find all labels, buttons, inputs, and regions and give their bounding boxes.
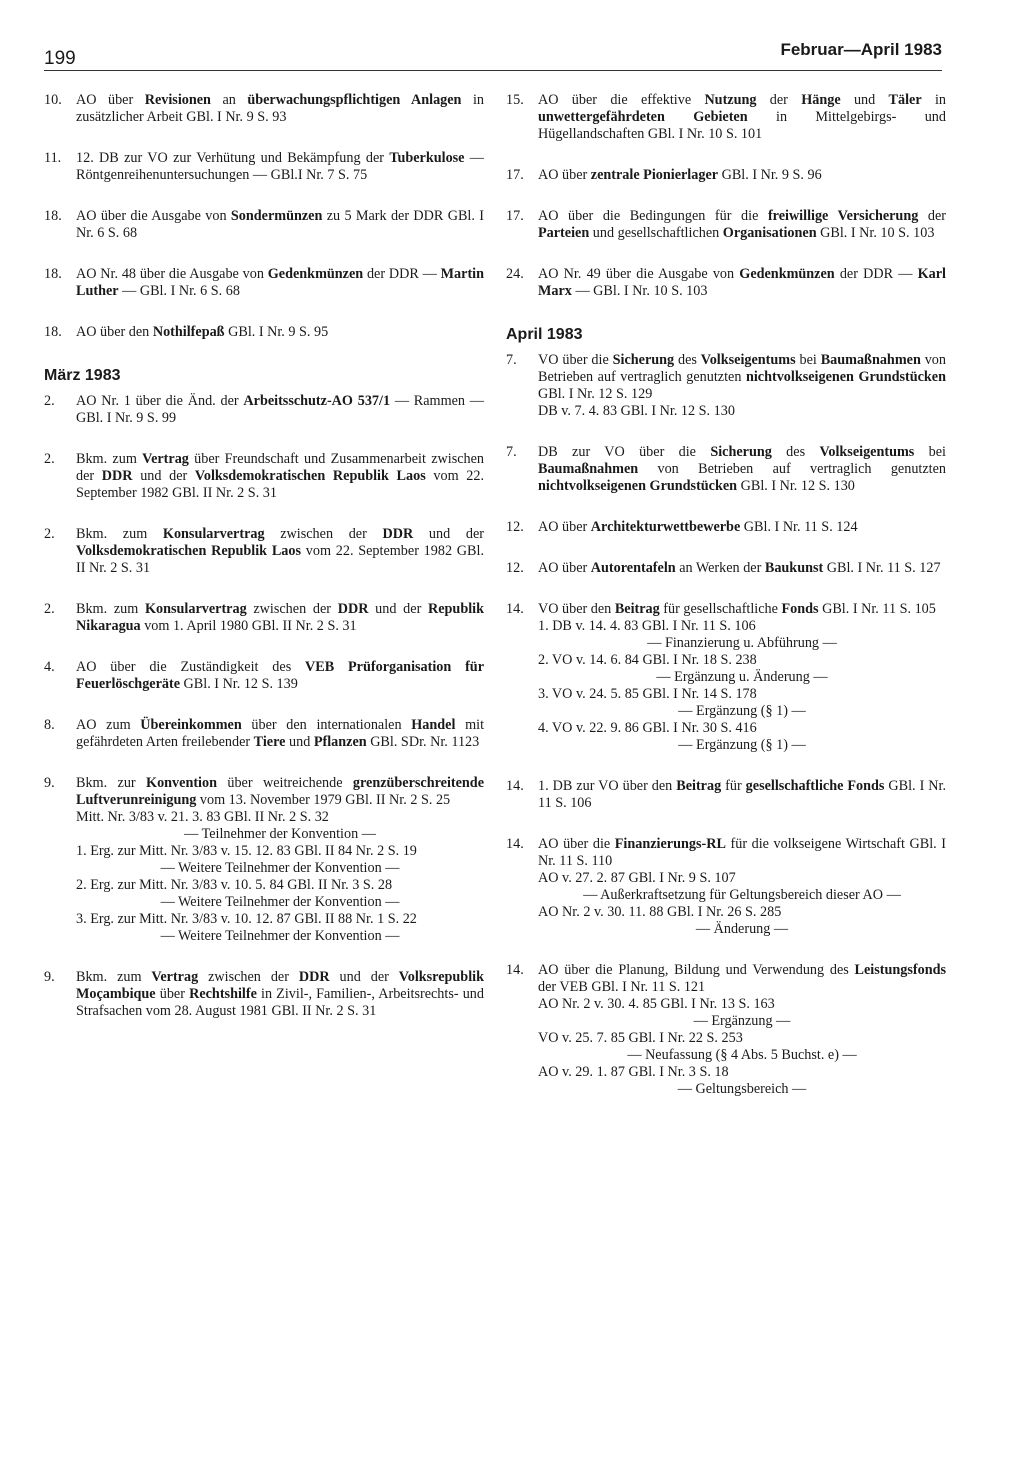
entry-keyword: Volksrepublik Moçambique	[76, 969, 484, 1002]
entry-spacer	[44, 126, 484, 150]
entry-text-part: zu 5 Mark der DDR GBl. I Nr. 6 S. 68	[76, 208, 484, 241]
entry-keyword: Republik Nikaragua	[76, 601, 484, 634]
entry	[44, 717, 484, 751]
entry-number: 11.	[44, 150, 62, 166]
entry-text-part: über	[155, 986, 190, 1002]
entry-spacer	[506, 184, 946, 208]
entry-text-part: AO über die effektive	[538, 92, 705, 108]
entry-keyword: Hänge	[801, 92, 841, 108]
entry	[44, 659, 484, 693]
entry	[44, 393, 484, 427]
entry-text-part: vom 22. September 1982 GBl. II Nr. 2 S. 31	[76, 468, 484, 501]
entry-reference-line: 3. Erg. zur Mitt. Nr. 3/83 v. 10. 12. 87 GBl. II 88 Nr. 1 S. 22	[76, 911, 417, 927]
entry-text	[538, 962, 946, 1098]
entry-text	[76, 324, 484, 341]
entry-text	[76, 150, 484, 184]
entry-keyword: Volksdemokratischen Republik Laos	[76, 543, 302, 559]
entry-text-part: 1. DB zur VO über den	[538, 778, 677, 794]
entry-number: 18.	[44, 266, 62, 282]
entry-keyword: Vertrag	[151, 969, 199, 985]
entry-text-part: zwischen der	[246, 601, 338, 617]
entry-number: 12.	[506, 560, 524, 576]
entry-spacer	[44, 242, 484, 266]
entry-text	[538, 519, 946, 536]
entry-reference-line: DB v. 7. 4. 83 GBl. I Nr. 12 S. 130	[538, 403, 735, 419]
entry-text-part: GBl. I Nr. 12 S. 129	[538, 386, 653, 402]
entry-subnote: — Ergänzung —	[693, 1013, 791, 1029]
entry-text	[538, 352, 946, 420]
entry-keyword: Handel	[411, 717, 456, 733]
entry-keyword: nichtvolkseigenen Grundstücken	[538, 478, 738, 494]
entry-keyword: Architekturwettbewerbe	[590, 519, 741, 535]
entry	[506, 962, 946, 1098]
entry-keyword: Gedenkmünzen	[267, 266, 364, 282]
entry-text	[76, 601, 484, 635]
entry-subnote: — Ergänzung u. Änderung —	[656, 669, 828, 685]
entry-text-part: — GBl. I Nr. 10 S. 103	[571, 283, 708, 299]
entry-number: 7.	[506, 444, 517, 460]
entry-text	[538, 167, 946, 184]
entry-text	[538, 266, 946, 300]
entry-text-part: — GBl. I Nr. 6 S. 68	[118, 283, 240, 299]
entry-spacer	[506, 242, 946, 266]
entry-keyword: DDR	[101, 468, 133, 484]
entry-reference-line: 2. VO v. 14. 6. 84 GBl. I Nr. 18 S. 238	[538, 652, 757, 668]
entry-text-part: und gesellschaftlichen	[589, 225, 723, 241]
entry-text-part: AO Nr. 1 über die Änd. der	[76, 393, 244, 409]
entry-keyword: Volksdemokratischen Republik Laos	[194, 468, 426, 484]
entry-text-part: der	[756, 92, 802, 108]
entry-text-part: in	[921, 92, 946, 108]
entry-keyword: Gedenkmünzen	[739, 266, 835, 282]
entry-text-part: AO über	[538, 519, 591, 535]
entry-text-part: zwischen der	[198, 969, 299, 985]
entry-text-part: bei	[795, 352, 821, 368]
entry	[506, 560, 946, 577]
entry-text-part: an	[210, 92, 248, 108]
entry	[506, 92, 946, 143]
entry-keyword: Martin Luther	[76, 266, 484, 299]
entry-subnote: — Ergänzung (§ 1) —	[678, 737, 806, 753]
entry-keyword: Vertrag	[142, 451, 189, 467]
entry-text-part: in Mittelgebirgs- und Hügellandschaften GBl. I Nr. 10 S. 101	[538, 109, 946, 142]
entry-text-part: in Zivil-, Familien-, Arbeitsrechts- und Strafsachen vom 28. August 1981 GBl. II Nr. 2 S. 31	[76, 986, 484, 1019]
entry-text-part: AO über die Zuständigkeit des	[76, 659, 306, 675]
entry	[506, 836, 946, 938]
entry-number: 2.	[44, 526, 55, 542]
entry-number: 12.	[506, 519, 524, 535]
entry-keyword: DDR	[337, 601, 369, 617]
entry-text-part: AO über	[538, 560, 591, 576]
entry-text-part: und der	[329, 969, 399, 985]
entry-text-part: Bkm. zum	[76, 969, 152, 985]
entry-keyword: Täler	[888, 92, 922, 108]
entry-text-part: und der	[132, 468, 195, 484]
entry-text	[538, 601, 946, 754]
page-number: 199	[44, 48, 76, 69]
entry-text-part: AO über die Bedingungen für die	[538, 208, 768, 224]
entry-text-part: AO zum	[76, 717, 141, 733]
entry-keyword: Beitrag	[676, 778, 722, 794]
entry-number: 14.	[506, 778, 524, 794]
entry-text-part: und der	[368, 601, 428, 617]
entry-number: 14.	[506, 601, 524, 617]
entry-spacer	[44, 184, 484, 208]
entry-text-part: vom 22. September 1982 GBl. II Nr. 2 S. 31	[76, 543, 484, 576]
entry-keyword: Beitrag	[614, 601, 660, 617]
entry-keyword: Pflanzen	[313, 734, 367, 750]
entry-number: 9.	[44, 775, 55, 791]
entry-keyword: zentrale Pionierlager	[590, 167, 719, 183]
entry-number: 10.	[44, 92, 62, 108]
entry-number: 24.	[506, 266, 524, 282]
entry-text	[538, 836, 946, 938]
entry-text-part: VO über den	[538, 601, 615, 617]
entry	[506, 444, 946, 495]
entry-keyword: Übereinkommen	[140, 717, 242, 733]
entry-spacer	[44, 693, 484, 717]
entry-number: 15.	[506, 92, 524, 108]
entry-reference-line: 1. Erg. zur Mitt. Nr. 3/83 v. 15. 12. 83 GBl. II 84 Nr. 2 S. 19	[76, 843, 417, 859]
entry-number: 17.	[506, 208, 524, 224]
entry-text-part: AO über den	[76, 324, 153, 340]
entry-text-part: und der	[413, 526, 484, 542]
entry	[44, 601, 484, 635]
entry-text	[538, 208, 946, 242]
entry-reference-line: 1. DB v. 14. 4. 83 GBl. I Nr. 11 S. 106	[538, 618, 756, 634]
entry-text-part: des	[771, 444, 820, 460]
entry	[506, 266, 946, 300]
entry-reference-line: AO v. 29. 1. 87 GBl. I Nr. 3 S. 18	[538, 1064, 729, 1080]
entry-text-part: an Werken der	[675, 560, 765, 576]
entry-keyword: Tuberkulose	[389, 150, 465, 166]
entry-text-part: AO Nr. 48 über die Ausgabe von	[76, 266, 268, 282]
entry-text-part: der	[918, 208, 946, 224]
entry-keyword: grenzüberschreitende Luftverunreinigung	[76, 775, 484, 808]
entry-subnote: — Neufassung (§ 4 Abs. 5 Buchst. e) —	[627, 1047, 857, 1063]
entry-reference-line: VO v. 25. 7. 85 GBl. I Nr. 22 S. 253	[538, 1030, 743, 1046]
entry-text	[76, 208, 484, 242]
entry-text	[76, 451, 484, 502]
entry-text	[76, 526, 484, 577]
entry-text-part: — Röntgenreihenuntersuchungen — GBl.I Nr. 7 S. 75	[76, 150, 484, 183]
entry-text-part: GBl. I Nr. 11 S. 105	[818, 601, 936, 617]
entry-spacer	[506, 495, 946, 519]
entry-keyword: Tiere	[253, 734, 286, 750]
entry-text-part: der DDR —	[834, 266, 918, 282]
entry	[506, 352, 946, 420]
entry-text-part: — Rammen — GBl. I Nr. 9 S. 99	[76, 393, 484, 426]
entry-text-part: über Freundschaft und Zusammenarbeit zwischen der	[76, 451, 484, 484]
entry-text-part: bei	[914, 444, 946, 460]
header-rule	[44, 70, 942, 71]
entry-number: 2.	[44, 451, 55, 467]
right-column	[506, 92, 946, 1098]
entry	[44, 92, 484, 126]
entry-text-part: der DDR —	[363, 266, 441, 282]
entry	[44, 969, 484, 1020]
entry-spacer	[44, 427, 484, 451]
section-heading-maerz: März 1983	[44, 367, 121, 384]
entry-keyword: Rechtshilfe	[189, 986, 257, 1002]
entry-spacer	[44, 635, 484, 659]
entry-text	[76, 266, 484, 300]
entry-keyword: Revisionen	[144, 92, 211, 108]
entry-text-part: GBl. I Nr. 11 S. 124	[740, 519, 858, 535]
entry-keyword: Baumaßnahmen	[820, 352, 921, 368]
entry-keyword: Finanzierungs-RL	[614, 836, 726, 852]
entry	[506, 778, 946, 812]
entry-spacer	[44, 577, 484, 601]
entry	[506, 208, 946, 242]
entry-spacer	[44, 502, 484, 526]
entry-keyword: Volkseigentums	[819, 444, 915, 460]
entry-subnote: — Weitere Teilnehmer der Konvention —	[160, 928, 400, 944]
entry-number: 17.	[506, 167, 524, 183]
entry-subnote: — Teilnehmer der Konvention —	[184, 826, 376, 842]
entry-text	[76, 717, 484, 751]
entry-keyword: Sicherung	[612, 352, 675, 368]
entry-keyword: nichtvolkseigenen Grundstücken	[745, 369, 946, 385]
entry-text	[76, 393, 484, 427]
entry-text	[538, 444, 946, 495]
entry-keyword: Konsularvertrag	[162, 526, 265, 542]
entry-subnote: — Ergänzung (§ 1) —	[678, 703, 806, 719]
entry-subnote: — Weitere Teilnehmer der Konvention —	[160, 860, 400, 876]
entry-number: 18.	[44, 208, 62, 224]
entry	[44, 775, 484, 945]
entry-text-part: über weitreichende	[216, 775, 353, 791]
section-heading-april: April 1983	[506, 326, 583, 343]
entry-text-part: AO über	[76, 92, 145, 108]
entry-text-part: GBl. I Nr. 9 S. 96	[718, 167, 822, 183]
entry-text-part: GBl. I Nr. 12 S. 130	[737, 478, 855, 494]
entry-reference-line: 4. VO v. 22. 9. 86 GBl. I Nr. 30 S. 416	[538, 720, 757, 736]
entry-text-part: Bkm. zum	[76, 526, 163, 542]
entry-text	[76, 92, 484, 126]
entry	[44, 324, 484, 341]
entry-text-part: von Betrieben auf vertraglich genutzten	[538, 352, 946, 385]
entry-text-part: Bkm. zur	[76, 775, 147, 791]
entry-text-part: 12. DB zur VO zur Verhütung und Bekämpfung der	[76, 150, 390, 166]
entry-text-part: mit gefährdeten Arten freilebender	[76, 717, 485, 750]
entry-text-part: für gesellschaftliche	[659, 601, 782, 617]
entry-keyword: Arbeitsschutz-AO 537/1	[243, 393, 391, 409]
entry-text-part: für die volkseigene Wirtschaft GBl. I Nr. 11 S. 110	[538, 836, 946, 869]
entry-number: 18.	[44, 324, 62, 340]
entry-subnote: — Außerkraftsetzung für Geltungsbereich dieser AO —	[583, 887, 901, 903]
left-column	[44, 92, 484, 1020]
entry-spacer	[506, 536, 946, 560]
entry-text	[76, 775, 484, 945]
page-date-range: Februar—April 1983	[780, 40, 942, 59]
entry-text-part: AO über die	[538, 836, 615, 852]
entry-number: 2.	[44, 601, 55, 617]
entry-number: 2.	[44, 393, 55, 409]
entry-text-part: des	[674, 352, 701, 368]
entry	[506, 601, 946, 754]
entry-text-part: vom 1. April 1980 GBl. II Nr. 2 S. 31	[140, 618, 357, 634]
entry-reference-line: AO Nr. 2 v. 30. 4. 85 GBl. I Nr. 13 S. 163	[538, 996, 775, 1012]
entry-text-part: zwischen der	[264, 526, 383, 542]
entry-text-part: und	[840, 92, 889, 108]
entry-number: 4.	[44, 659, 55, 675]
entry	[506, 167, 946, 184]
entry-number: 14.	[506, 962, 524, 978]
entry-reference-line: AO Nr. 2 v. 30. 11. 88 GBl. I Nr. 26 S. 285	[538, 904, 782, 920]
entry-keyword: Konvention	[146, 775, 217, 791]
entry-keyword: überwachungspflichtigen Anlagen	[247, 92, 462, 108]
entry-subnote: — Finanzierung u. Abführung —	[647, 635, 837, 651]
entry-text-part: GBl. SDr. Nr. 1123	[366, 734, 480, 750]
entry-keyword: gesellschaftliche Fonds	[745, 778, 885, 794]
entry-keyword: Baukunst	[764, 560, 824, 576]
entry-keyword: Fonds	[781, 601, 819, 617]
entry-spacer	[506, 143, 946, 167]
entry	[506, 519, 946, 536]
entry-text-part: AO über die Planung, Bildung und Verwendung des	[538, 962, 855, 978]
entry	[44, 526, 484, 577]
entry-text	[538, 778, 946, 812]
entry-text-part: der VEB GBl. I Nr. 11 S. 121	[538, 979, 706, 995]
entry-keyword: Autorentafeln	[590, 560, 676, 576]
entry	[44, 208, 484, 242]
entry-text-part: vom 13. November 1979 GBl. II Nr. 2 S. 25	[196, 792, 451, 808]
entry-subnote: — Weitere Teilnehmer der Konvention —	[160, 894, 400, 910]
entry-text-part: GBl. I Nr. 9 S. 95	[224, 324, 329, 340]
entry-spacer	[44, 300, 484, 324]
entry-keyword: Volkseigentums	[700, 352, 796, 368]
entry-keyword: Leistungsfonds	[854, 962, 946, 978]
entry-text	[538, 92, 946, 143]
entry-keyword: Sondermünzen	[230, 208, 323, 224]
entry-text	[76, 659, 484, 693]
entry-text-part: in zusätzlicher Arbeit GBl. I Nr. 9 S. 93	[76, 92, 484, 125]
entry-text-part: Bkm. zum	[76, 451, 143, 467]
entry-text	[538, 560, 946, 577]
entry-text-part: GBl. I Nr. 12 S. 139	[180, 676, 298, 692]
entry-reference-line: 3. VO v. 24. 5. 85 GBl. I Nr. 14 S. 178	[538, 686, 757, 702]
entry-number: 14.	[506, 836, 524, 852]
entry-subnote: — Geltungsbereich —	[677, 1081, 807, 1097]
entry-keyword: unwettergefährdeten Gebieten	[538, 109, 748, 125]
entry-keyword: Organisationen	[722, 225, 817, 241]
entry-keyword: DDR	[298, 969, 330, 985]
entry-keyword: Nothilfepaß	[152, 324, 225, 340]
entry	[44, 266, 484, 300]
entry-text-part: und	[285, 734, 314, 750]
entry-text-part: AO über die Ausgabe von	[76, 208, 231, 224]
entry-text	[76, 969, 484, 1020]
entry-keyword: Parteien	[538, 225, 590, 241]
entry-text-part: GBl. I Nr. 11 S. 106	[538, 778, 946, 811]
entry-keyword: Sicherung	[710, 444, 772, 460]
entry-reference-line: 2. Erg. zur Mitt. Nr. 3/83 v. 10. 5. 84 GBl. II Nr. 3 S. 28	[76, 877, 393, 893]
entry-keyword: freiwillige Versicherung	[767, 208, 919, 224]
entry-number: 9.	[44, 969, 55, 985]
entry	[44, 150, 484, 184]
entry-text-part: Bkm. zum	[76, 601, 145, 617]
entry-keyword: Konsularvertrag	[145, 601, 247, 617]
entry-keyword: DDR	[382, 526, 414, 542]
entry-text-part: DB zur VO über die	[538, 444, 711, 460]
entry	[44, 451, 484, 502]
entry-keyword: Karl Marx	[538, 266, 946, 299]
entry-keyword: Baumaßnahmen	[538, 461, 639, 477]
entry-reference-line: Mitt. Nr. 3/83 v. 21. 3. 83 GBl. II Nr. 2 S. 32	[76, 809, 329, 825]
entry-number: 7.	[506, 352, 517, 368]
entry-number: 8.	[44, 717, 55, 733]
entry-text-part: AO über	[538, 167, 591, 183]
entry-keyword: VEB Prüforganisation für Feuerlöschgeräte	[76, 659, 484, 692]
entry-text-part: über den internationalen	[241, 717, 412, 733]
entry-text-part: AO Nr. 49 über die Ausgabe von	[538, 266, 740, 282]
entry-text-part: GBl. I Nr. 11 S. 127	[823, 560, 941, 576]
entry-subnote: — Änderung —	[695, 921, 789, 937]
entry-text-part: für	[721, 778, 746, 794]
entry-keyword: Nutzung	[704, 92, 757, 108]
entry-reference-line: AO v. 27. 2. 87 GBl. I Nr. 9 S. 107	[538, 870, 736, 886]
entry-text-part: VO über die	[538, 352, 613, 368]
entry-text-part: von Betrieben auf vertraglich genutzten	[638, 461, 946, 477]
entry-text-part: GBl. I Nr. 10 S. 103	[816, 225, 935, 241]
